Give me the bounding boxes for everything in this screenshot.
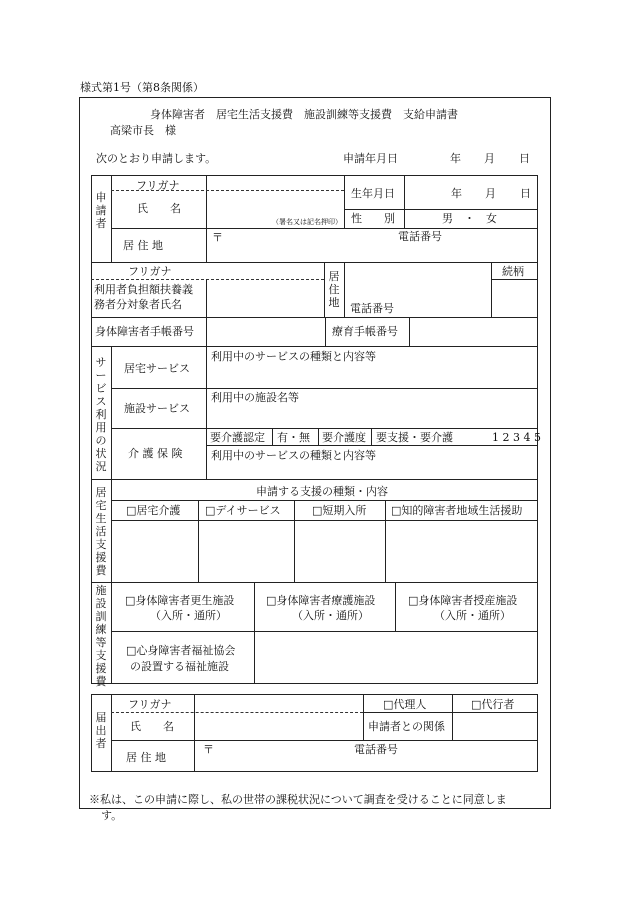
burden-phone-label: 電話番号 — [350, 302, 394, 315]
facility-support-label: 施設訓練等支援費 — [95, 584, 107, 688]
table-line — [91, 175, 538, 176]
application-date-day: 日 — [519, 152, 530, 165]
care-level-options[interactable]: 要支援・要介護 — [376, 431, 453, 444]
applicant-phone-label: 電話番号 — [398, 230, 442, 243]
care-service-detail: 利用中のサービスの種類と内容等 — [211, 449, 376, 462]
sex-options[interactable]: 男 ・ 女 — [442, 212, 497, 225]
table-line — [537, 175, 538, 683]
care-insurance-label: 介 護 保 険 — [128, 447, 183, 460]
home-service-detail: 利用中のサービスの種類と内容等 — [211, 350, 376, 363]
table-line — [111, 520, 537, 521]
table-line — [254, 582, 255, 683]
table-line — [111, 346, 112, 479]
filer-name-label: 氏 名 — [130, 720, 174, 733]
table-line — [91, 771, 538, 772]
facility-service-detail: 利用中の施設名等 — [211, 391, 299, 404]
table-line — [91, 582, 538, 583]
applicant-furigana-label: フリガナ — [136, 179, 180, 192]
option-proxy[interactable]: □代行者 — [471, 698, 515, 711]
table-line — [344, 175, 345, 228]
table-line — [537, 694, 538, 771]
intro-text: 次のとおり申請します。 — [96, 152, 217, 165]
table-line — [91, 262, 538, 263]
option-nursing-facility-mode: （入所・通所） — [292, 609, 369, 622]
relation-label: 続柄 — [502, 265, 524, 278]
disability-notebook-label: 身体障害者手帳番号 — [95, 325, 194, 338]
option-short-stay[interactable]: □短期入所 — [312, 504, 367, 517]
care-level-label: 要介護度 — [322, 431, 366, 444]
filer-furigana-label: フリガナ — [128, 698, 172, 711]
applicant-label: 申請者 — [95, 191, 107, 230]
filer-label: 届出者 — [95, 711, 107, 750]
furigana-divider — [91, 279, 324, 280]
filer-postal-mark: 〒 — [203, 743, 214, 756]
table-line — [371, 428, 372, 445]
table-line — [344, 262, 345, 317]
table-line — [344, 209, 537, 210]
table-line — [363, 694, 364, 740]
table-line — [395, 582, 396, 631]
filer-address-label: 居 住 地 — [126, 751, 166, 764]
birth-month-label: 月 — [485, 187, 496, 200]
table-line — [91, 694, 92, 771]
table-line — [91, 683, 538, 684]
table-line — [198, 500, 199, 582]
table-line — [325, 317, 326, 346]
burden-residence-label: 居住地 — [328, 270, 340, 309]
care-level-numbers[interactable]: 1 2 3 4 5 — [492, 431, 541, 444]
care-cert-options[interactable]: 有・無 — [277, 431, 310, 444]
application-date-label: 申請年月日 — [343, 152, 398, 165]
home-service-label: 居宅サービス — [124, 362, 190, 375]
home-support-header: 申請する支援の種類・内容 — [256, 485, 388, 498]
table-line — [491, 262, 492, 317]
form-number: 様式第1号（第8条関係） — [80, 81, 204, 94]
table-line — [111, 500, 537, 501]
birth-day-label: 日 — [520, 187, 531, 200]
table-line — [91, 694, 538, 695]
table-line — [206, 279, 207, 317]
form-title: 身体障害者 居宅生活支援費 施設訓練等支援費 支給申請書 — [150, 108, 458, 121]
table-line — [91, 346, 538, 347]
facility-service-label: 施設サービス — [124, 402, 190, 415]
applicant-name-label: 氏 名 — [137, 202, 181, 215]
option-workshop-facility-mode: （入所・通所） — [434, 609, 511, 622]
table-line — [111, 228, 537, 229]
filer-phone-label: 電話番号 — [354, 743, 398, 756]
table-line — [111, 694, 112, 771]
burden-name-label-1: 利用者負担額扶養義 — [94, 283, 193, 296]
table-line — [111, 479, 112, 582]
table-line — [206, 445, 537, 446]
option-nursing-facility[interactable]: □身体障害者療護施設 — [266, 594, 376, 607]
home-support-label: 居宅生活支援費 — [95, 486, 107, 577]
application-date-year: 年 — [450, 152, 461, 165]
table-line — [194, 694, 195, 771]
table-line — [404, 175, 405, 228]
table-line — [111, 388, 537, 389]
table-line — [452, 694, 453, 740]
option-welfare-association[interactable]: □心身障害者福祉協会 — [126, 644, 236, 657]
table-line — [272, 428, 273, 445]
sign-note: （署名又は記名押印） — [272, 218, 342, 226]
table-line — [91, 175, 92, 683]
option-group-living[interactable]: □知的障害者地域生活援助 — [391, 504, 523, 517]
postal-mark: 〒 — [212, 231, 223, 244]
table-line — [318, 428, 319, 445]
burden-furigana-label: フリガナ — [128, 265, 172, 278]
burden-name-label-2: 務者分対象者氏名 — [94, 298, 182, 311]
care-cert-label: 要介護認定 — [210, 431, 265, 444]
option-day-service[interactable]: □デイサービス — [205, 504, 281, 517]
filer-relation-label: 申請者との関係 — [368, 720, 445, 733]
table-line — [206, 317, 207, 346]
option-rehab-facility[interactable]: □身体障害者更生施設 — [125, 594, 235, 607]
birth-date-label: 生年月日 — [351, 187, 395, 200]
furigana-divider — [111, 712, 363, 713]
consent-note-line2: す。 — [101, 809, 123, 822]
service-usage-label: サービス利用の状況 — [95, 356, 107, 473]
table-line — [111, 582, 112, 683]
table-line — [491, 279, 537, 280]
table-line — [111, 175, 112, 262]
table-line — [91, 317, 538, 318]
table-line — [409, 317, 410, 346]
option-welfare-association-2: の設置する福祉施設 — [130, 660, 229, 673]
sex-label: 性 別 — [351, 212, 395, 225]
table-line — [363, 712, 537, 713]
birth-year-label: 年 — [451, 187, 462, 200]
table-line — [324, 262, 325, 317]
application-date-month: 月 — [484, 152, 495, 165]
addressee: 高梁市長 様 — [110, 124, 176, 137]
option-workshop-facility[interactable]: □身体障害者授産施設 — [408, 594, 518, 607]
table-line — [206, 346, 207, 479]
option-agent[interactable]: □代理人 — [383, 698, 427, 711]
consent-note-line1: ※私は、この申請に際し、私の世帯の課税状況について調査を受けることに同意しま — [89, 793, 507, 806]
table-line — [294, 500, 295, 582]
option-home-care[interactable]: □居宅介護 — [126, 504, 181, 517]
table-line — [385, 500, 386, 582]
rehab-notebook-label: 療育手帳番号 — [332, 325, 398, 338]
applicant-address-label: 居 住 地 — [123, 239, 163, 252]
table-line — [111, 740, 537, 741]
option-rehab-facility-mode: （入所・通所） — [150, 609, 227, 622]
table-line — [111, 631, 537, 632]
table-line — [111, 428, 537, 429]
table-line — [91, 479, 538, 480]
table-line — [206, 175, 207, 262]
